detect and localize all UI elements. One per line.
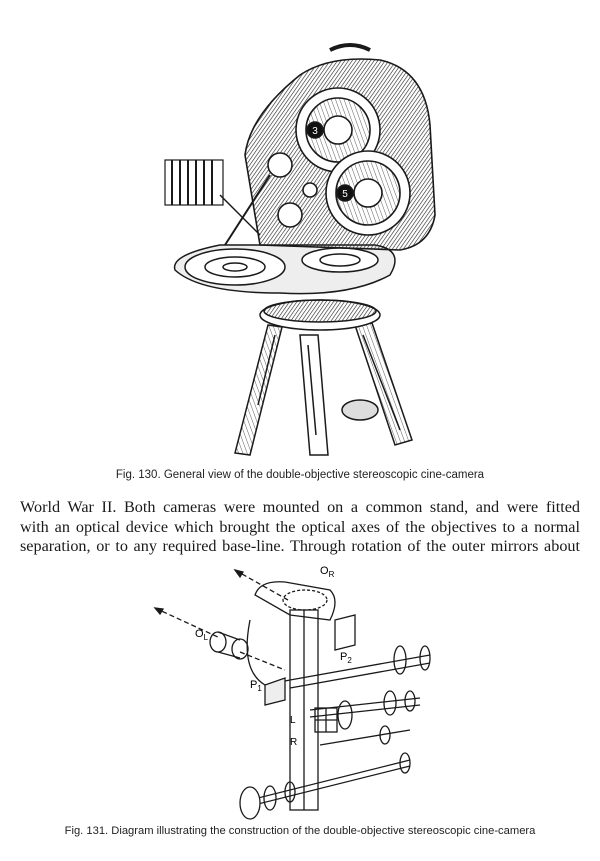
figure-131-caption: Fig. 131. Diagram illustrating the construction of the double-objective stereoscopic cine-camera <box>64 825 536 837</box>
label-p1: $P_1$ <box>250 679 262 693</box>
base-plate <box>175 245 395 294</box>
label-r: R <box>290 737 298 748</box>
figure-130-caption: Fig. 130. General view of the double-objective stereoscopic cine-camera <box>115 469 485 481</box>
diagram-lines <box>155 570 430 819</box>
bellows <box>165 160 223 205</box>
label-o-r: $O_R$ <box>320 565 335 579</box>
reel-label-bottom: 5 <box>342 189 348 200</box>
label-l: L <box>290 715 296 726</box>
reel-label-top: 3 <box>312 126 318 137</box>
body-paragraph <box>20 498 580 557</box>
label-p2: $P_2$ <box>340 651 352 665</box>
label-o-l: $O_L$ <box>195 628 209 642</box>
body-line-2: with an optical device which brought the optical axes of the objectives to a normal <box>20 517 580 536</box>
camera-body <box>220 45 435 250</box>
tripod <box>235 300 412 455</box>
body-line-1: World War II. Both cameras were mounted on a common stand, and were fitted <box>20 498 580 516</box>
figure-131-construction-diagram <box>140 560 460 822</box>
figure-130-camera-illustration <box>150 35 450 460</box>
body-line-3: separation, or to any required base-line. Through rotation of the outer mirrors about <box>20 537 580 555</box>
